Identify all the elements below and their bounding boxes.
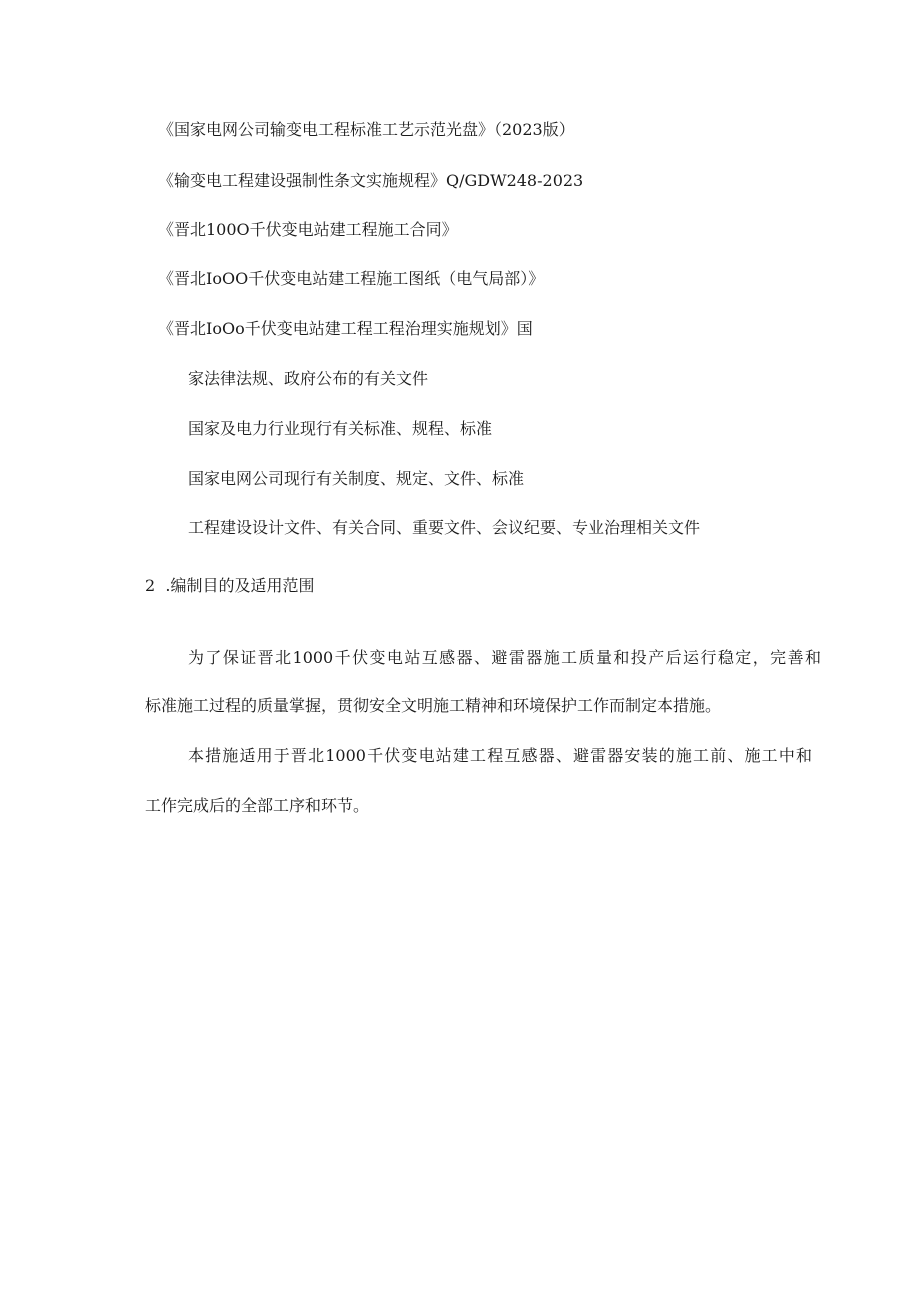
section-number: 2 — [145, 576, 156, 595]
reference-item: 《晋北IoOo千伏变电站建工程工程治理实施规划》国 — [158, 319, 533, 338]
paragraph-line: 工作完成后的全部工序和环节。 — [145, 796, 370, 815]
reference-item: 国家及电力行业现行有关标准、规程、标准 — [188, 419, 493, 438]
paragraph-line: 标准施工过程的质量掌握，贯彻安全文明施工精神和环境保护工作而制定本措施。 — [145, 696, 722, 715]
reference-item: 工程建设设计文件、有关合同、重要文件、会议纪要、专业治理相关文件 — [188, 518, 701, 537]
reference-item: 《国家电网公司输变电工程标准工艺示范光盘》（2023版） — [158, 120, 575, 139]
section-title: .编制目的及适用范围 — [165, 576, 315, 595]
paragraph-line: 本措施适用于晋北1000千伏变电站建工程互感器、避雷器安装的施工前、施工中和 — [188, 746, 812, 765]
reference-item: 《晋北100O千伏变电站建工程施工合同》 — [158, 220, 458, 239]
reference-item: 《输变电工程建设强制性条文实施规程》Q/GDW248-2023 — [158, 171, 584, 190]
paragraph-line: 为了保证晋北1000千伏变电站互感器、避雷器施工质量和投产后运行稳定，完善和 — [188, 648, 821, 667]
reference-item: 家法律法规、政府公布的有关文件 — [188, 369, 429, 388]
reference-item: 《晋北IoOO千伏变电站建工程施工图纸（电气局部）》 — [158, 269, 545, 288]
reference-item: 国家电网公司现行有关制度、规定、文件、标准 — [188, 469, 525, 488]
section-heading — [145, 576, 314, 596]
